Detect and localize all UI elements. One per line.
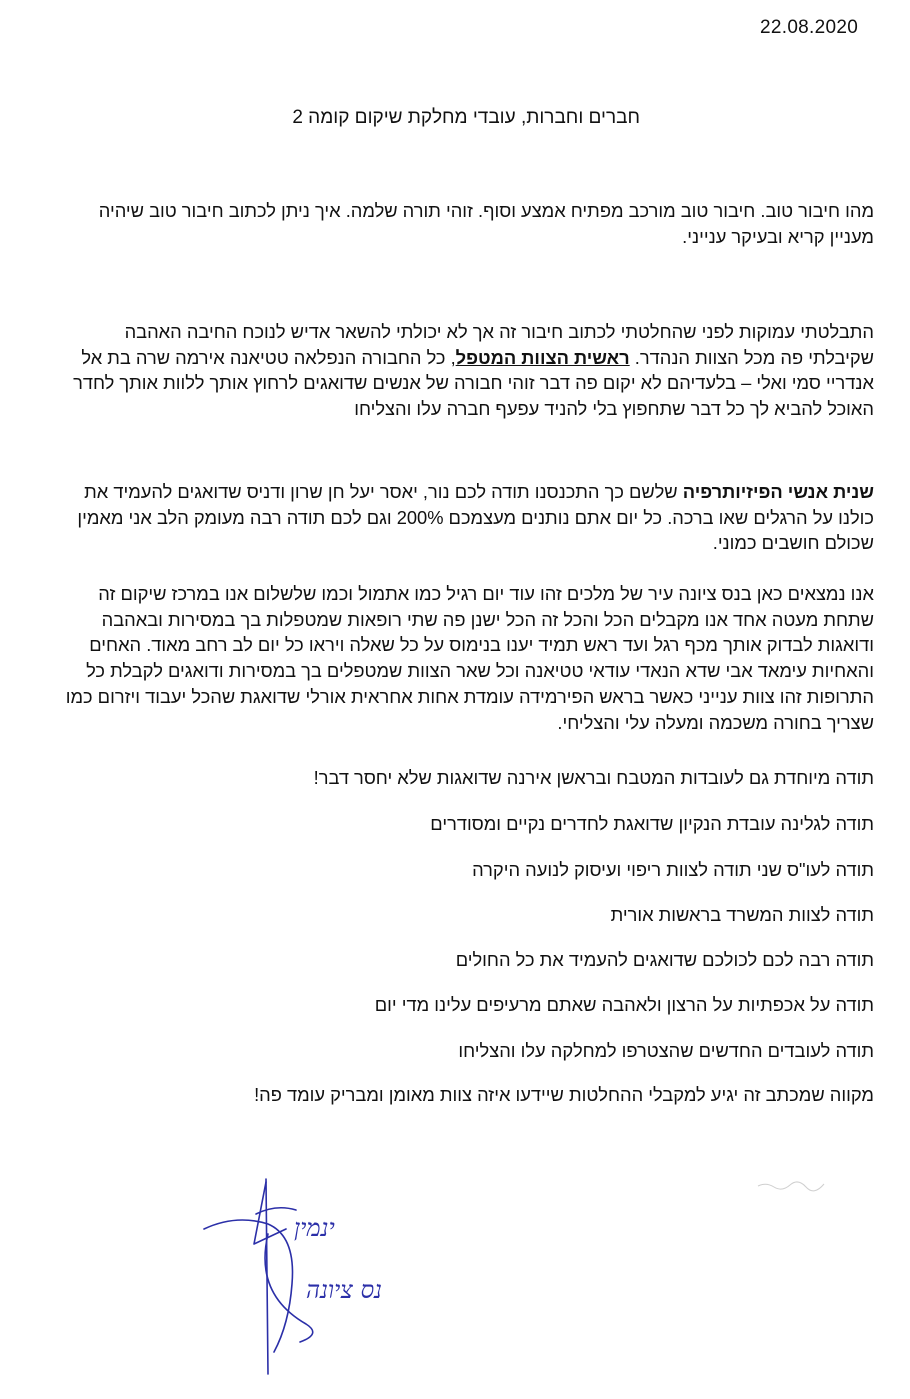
physiotherapy-body: שלשם כך התכנסנו תודה לכם נור, יאסר יעל חן שרון ודניס שדואגים להעמיד את כולנו על הרגלים שאו ברכה. כל יום אתם נותנים מעצמכם 200% וגם לכם תודה רבה מעומק הלב אני מאמין שכולם חושבים כמוני. xyxy=(77,481,874,554)
thanks-line: תודה על אכפתיות על הרצון ולאהבה שאתם מרעיפים עלינו מדי יום xyxy=(374,994,874,1015)
paragraph-care-team xyxy=(62,319,874,422)
signature-second-line: נס ציונה xyxy=(306,1276,382,1304)
signature-first-line: ינמין xyxy=(294,1214,335,1242)
thanks-line: תודה לצוות המשרד בראשות אורית xyxy=(610,904,874,925)
thanks-line: תודה לעובדים החדשים שהצטרפו למחלקה עלו והצליחו xyxy=(458,1040,874,1061)
scan-smudge xyxy=(756,1178,826,1192)
care-team-heading: ראשית הצוות המטפל xyxy=(455,346,630,368)
closing-line: מקווה שמכתב זה יגיע למקבלי ההחלטות שיידעו איזה צוות מאומן ומבריק עומד פה! xyxy=(254,1084,874,1105)
care-team-intro: התבלטתי עמוקות לפני שהחלטתי לכתוב חיבור זה אך לא יכולתי להשאר אדיש לנוכח החיבה האהבה שקיבלתי פה מכל הצוות הנהדר. xyxy=(124,321,874,368)
care-team-body: , כל החבורה הנפלאה טטיאנה אירמה שרה בת אל אנדריי סמי ואלי – בלעדיהם לא יקום פה דבר זוהי חבורה של אנשים שדואגים לרחוץ אותך ללוות אותך לחדר האוכל להביא לך כל דבר שתחפוץ בלי להניד עפעף חברה עלו והצליחו xyxy=(73,346,874,420)
medical-staff-text: אנו נמצאים כאן בנס ציונה עיר של מלכים זהו עוד יום רגיל כמו אתמול וכמו שלשלום אנו במרכז שיקום זה שתחת מעטה אחד אנו מקבלים הכל והכל זה הכל ישנן פה שתי רופאות שמטפלות בך במסירות ובאהבה ודואגות לבדוק אותך מכף רגל ועד ראש תמיד יענו בנימוס על כל שאלה ויראו כל יום לב רחב מאוד. האחים והאחיות עימאד אבי שדא הנאדי עודאי טטיאנה וכל שאר הצוות שמטפלים בך במסירות ודואגים לקבלת כל התרופות זהו צוות ענייני כאשר בראש הפירמידה עומדת אחות אחראית אורלי שדואגת שהכל יעבוד ויזרום כמו שצריך בחורה משכמה ומעלה עלי והצליחי. xyxy=(65,583,874,733)
thanks-line: תודה לעו"ס שני תודה לצוות ריפוי ועיסוק לנועה היקרה xyxy=(472,859,874,880)
letter-date: 22.08.2020 xyxy=(760,17,859,38)
thanks-line: תודה רבה לכם לכולכם שדואגים להעמיד את כל החולים xyxy=(455,949,874,970)
thanks-line: תודה לגלינה עובדת הנקיון שדואגת לחדרים נקיים ומסודרים xyxy=(430,813,874,834)
thanks-line: תודה מיוחדת גם לעובדות המטבח ובראשן אירנה שדואגות שלא יחסר דבר! xyxy=(313,767,874,788)
letter-heading: חברים וחברות, עובדי מחלקת שיקום קומה 2 xyxy=(292,107,640,128)
physiotherapy-heading: שנית אנשי הפיזיותרפיה xyxy=(682,481,874,502)
paragraph-medical-staff xyxy=(62,581,874,735)
paragraph-opening xyxy=(62,198,874,249)
paragraph-opening-text: מהו חיבור טוב. חיבור טוב מורכב מפתיח אמצע וסוף. זוהי תורה שלמה. איך ניתן לכתוב חיבור טוב שיהיה מעניין קריא ובעיקר ענייני. xyxy=(98,200,874,247)
paragraph-physiotherapy xyxy=(62,479,874,556)
signature xyxy=(196,1174,446,1394)
